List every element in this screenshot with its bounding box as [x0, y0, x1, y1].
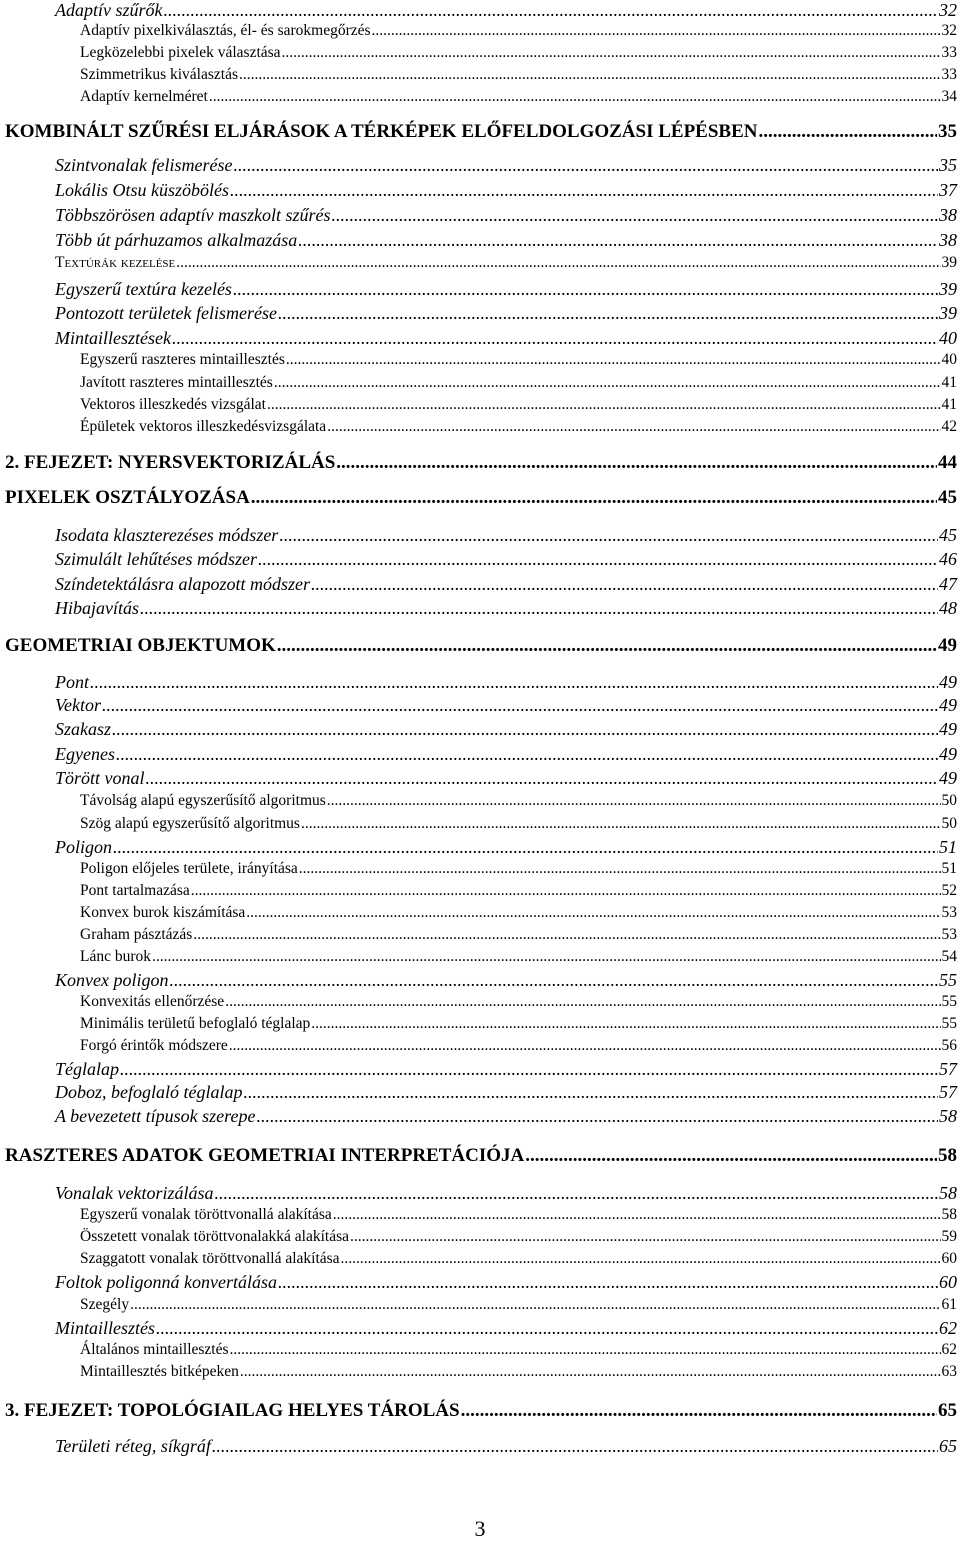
- toc-entry[interactable]: [80, 1341, 957, 1359]
- toc-entry[interactable]: [55, 328, 957, 349]
- toc-entry-title: Területi réteg, síkgráf: [55, 1436, 211, 1456]
- toc-entry-title: Konvex burok kiszámítása: [80, 904, 246, 921]
- toc-entry-title: Egyszerű raszteres mintaillesztés: [80, 351, 285, 368]
- toc-entry-page: 57: [939, 1082, 957, 1102]
- toc-entry-title: Épületek vektoros illeszkedésvizsgálata: [80, 418, 327, 435]
- dot-leader: [350, 1228, 940, 1246]
- toc-entry-page: 38: [939, 230, 957, 250]
- toc-entry[interactable]: [55, 768, 957, 789]
- toc-entry-page: 55: [941, 1015, 957, 1032]
- toc-entry-page: 61: [941, 1296, 957, 1313]
- toc-entry-title: Adaptív szűrők: [55, 0, 163, 20]
- dot-leader: [525, 1145, 937, 1167]
- dot-leader: [233, 279, 938, 300]
- dot-leader: [278, 303, 938, 324]
- toc-entry-page: 44: [938, 452, 957, 473]
- dot-leader: [140, 598, 938, 619]
- dot-leader: [212, 1436, 938, 1457]
- toc-entry-title: Mintaillesztés bitképeken: [80, 1363, 239, 1380]
- dot-leader: [230, 1341, 941, 1359]
- toc-entry-page: 39: [941, 254, 957, 271]
- dot-leader: [113, 837, 938, 858]
- toc-entry-page: 49: [939, 719, 957, 739]
- dot-leader: [209, 88, 941, 106]
- toc-entry-page: 34: [941, 88, 957, 105]
- toc-entry-page: 59: [941, 1228, 957, 1245]
- toc-entry-title: Színdetektálásra alapozott módszer: [55, 574, 310, 594]
- dot-leader: [258, 549, 938, 570]
- toc-entry-title: Szimmetrikus kiválasztás: [80, 66, 238, 83]
- toc-entry-title: Poligon előjeles területe, irányítása: [80, 860, 298, 877]
- toc-entry-title: 3. FEJEZET: TOPOLÓGIAILAG HELYES TÁROLÁS: [5, 1400, 460, 1421]
- toc-entry-title: Mintaillesztés: [55, 1318, 155, 1338]
- toc-entry-page: 45: [939, 525, 957, 545]
- toc-entry-page: 47: [939, 574, 957, 594]
- toc-entry-page: 57: [939, 1059, 957, 1079]
- dot-leader: [239, 66, 941, 84]
- toc-entry[interactable]: [80, 1296, 957, 1314]
- toc-entry-page: 62: [941, 1341, 957, 1358]
- toc-entry[interactable]: [55, 598, 957, 619]
- toc-entry[interactable]: [80, 396, 957, 414]
- toc-entry-title: Több út párhuzamos alkalmazása: [55, 230, 298, 250]
- toc-entry-title: Vektoros illeszkedés vizsgálat: [80, 396, 266, 413]
- toc-entry[interactable]: [55, 1272, 957, 1293]
- dot-leader: [327, 418, 940, 436]
- toc-entry[interactable]: [55, 155, 957, 176]
- toc-entry[interactable]: [55, 574, 957, 595]
- toc-entry-title: Javított raszteres mintaillesztés: [80, 374, 273, 391]
- dot-leader: [225, 993, 940, 1011]
- toc-entry-page: 45: [938, 487, 957, 508]
- toc-entry-page: 39: [939, 303, 957, 323]
- dot-leader: [169, 970, 938, 991]
- toc-entry[interactable]: [80, 904, 957, 922]
- toc-entry-page: 50: [941, 815, 957, 832]
- toc-entry[interactable]: [55, 254, 957, 272]
- toc-entry-title: Vonalak vektorizálása: [55, 1183, 214, 1203]
- dot-leader: [333, 1206, 941, 1224]
- toc-entry-page: 40: [939, 328, 957, 348]
- toc-entry[interactable]: [80, 351, 957, 369]
- toc-entry-title: Minimális területű befoglaló téglalap: [80, 1015, 311, 1032]
- dot-leader: [251, 487, 937, 509]
- dot-leader: [279, 525, 938, 546]
- toc-entry[interactable]: [55, 1082, 957, 1103]
- toc-entry[interactable]: [80, 792, 957, 810]
- dot-leader: [130, 1296, 940, 1314]
- page-number: 3: [474, 1516, 486, 1541]
- dot-leader: [327, 792, 941, 810]
- toc-entry-title: Egyszerű vonalak töröttvonallá alakítása: [80, 1206, 332, 1223]
- dot-leader: [311, 1015, 940, 1033]
- toc-entry[interactable]: [55, 970, 957, 991]
- toc-entry-title: Szintvonalak felismerése: [55, 155, 233, 175]
- toc-entry-title: Általános mintaillesztés: [80, 1341, 229, 1358]
- toc-entry-page: 55: [939, 970, 957, 990]
- toc-entry[interactable]: [80, 815, 957, 833]
- toc-entry-title: Lokális Otsu küszöbölés: [55, 180, 230, 200]
- toc-entry-title: Többszörösen adaptív maszkolt szűrés: [55, 205, 331, 225]
- dot-leader: [90, 672, 938, 693]
- toc-entry-title: Foltok poligonná konvertálása: [55, 1272, 277, 1292]
- toc-entry[interactable]: [80, 1250, 957, 1268]
- dot-leader: [164, 0, 939, 21]
- dot-leader: [112, 719, 938, 740]
- toc-entry[interactable]: [80, 22, 957, 40]
- toc-entry-page: 65: [938, 1400, 957, 1421]
- dot-leader: [116, 744, 938, 765]
- toc-entry-page: 49: [939, 672, 957, 692]
- dot-leader: [372, 22, 941, 40]
- dot-leader: [299, 860, 941, 878]
- toc-entry-title: Egyenes: [55, 744, 115, 764]
- toc-entry-title: GEOMETRIAI OBJEKTUMOK: [5, 635, 276, 656]
- toc-entry-page: 32: [941, 22, 957, 39]
- toc-entry-title: Szimulált lehűtéses módszer: [55, 549, 257, 569]
- toc-entry-title: Szakasz: [55, 719, 112, 739]
- toc-entry[interactable]: [55, 0, 957, 21]
- dot-leader: [233, 155, 938, 176]
- toc-entry-title: Szög alapú egyszerűsítő algoritmus: [80, 815, 300, 832]
- toc-entry-title: Mintaillesztések: [55, 328, 171, 348]
- toc-entry[interactable]: [80, 1037, 957, 1055]
- dot-leader: [301, 815, 941, 833]
- dot-leader: [461, 1400, 937, 1422]
- toc-entry[interactable]: [80, 1363, 957, 1381]
- toc-entry[interactable]: [55, 1059, 957, 1080]
- toc-entry-title: Konvex poligon: [55, 970, 169, 990]
- toc-entry[interactable]: [80, 66, 957, 84]
- toc-entry[interactable]: [80, 1206, 957, 1224]
- toc-entry-title: Adaptív pixelkiválasztás, él- és sarokmegőrzés: [80, 22, 371, 39]
- dot-leader: [282, 44, 941, 62]
- toc-entry-page: 35: [939, 155, 957, 175]
- toc-entry-title: Összetett vonalak töröttvonalakká alakítása: [80, 1228, 350, 1245]
- toc-entry[interactable]: [80, 1015, 957, 1033]
- toc-entry[interactable]: [55, 279, 957, 300]
- toc-entry[interactable]: [55, 205, 957, 226]
- toc-entry-title: Adaptív kernelméret: [80, 88, 208, 105]
- toc-entry-page: 49: [939, 744, 957, 764]
- dot-leader: [278, 1272, 938, 1293]
- toc-entry-title: Pont: [55, 672, 89, 692]
- toc-entry-page: 38: [939, 205, 957, 225]
- toc-entry[interactable]: [55, 230, 957, 251]
- toc-entry[interactable]: [55, 1106, 957, 1127]
- toc-entry-title: 2. FEJEZET: NYERSVEKTORIZÁLÁS: [5, 452, 336, 473]
- toc-entry-page: 58: [941, 1206, 957, 1223]
- toc-entry[interactable]: [55, 303, 957, 324]
- toc-entry-title: Pontozott területek felismerése: [55, 303, 277, 323]
- toc-entry[interactable]: [80, 926, 957, 944]
- toc-entry[interactable]: [80, 88, 957, 106]
- toc-entry-page: 54: [941, 948, 957, 965]
- dot-leader: [759, 121, 938, 143]
- toc-entry[interactable]: [80, 948, 957, 966]
- dot-leader: [176, 254, 940, 272]
- toc-entry-page: 65: [939, 1436, 957, 1456]
- toc-entry-title: Poligon: [55, 837, 112, 857]
- toc-entry[interactable]: [55, 525, 957, 546]
- toc-entry-page: 40: [941, 351, 957, 368]
- toc-entry[interactable]: [5, 1400, 957, 1422]
- toc-entry-title: Téglalap: [55, 1059, 120, 1079]
- toc-entry[interactable]: [80, 882, 957, 900]
- toc-entry-title: Doboz, befoglaló téglalap: [55, 1082, 243, 1102]
- toc-entry[interactable]: [5, 1145, 957, 1167]
- toc-entry[interactable]: [55, 695, 957, 716]
- dot-leader: [341, 1250, 941, 1268]
- dot-leader: [229, 1037, 941, 1055]
- toc-entry-page: 58: [939, 1183, 957, 1203]
- dot-leader: [120, 1059, 938, 1080]
- dot-leader: [244, 1082, 939, 1103]
- toc-entry-page: 49: [938, 635, 957, 656]
- toc-entry-page: 60: [939, 1272, 957, 1292]
- toc-entry[interactable]: [55, 719, 957, 740]
- toc-entry[interactable]: [5, 452, 957, 474]
- toc-entry[interactable]: [80, 1228, 957, 1246]
- dot-leader: [230, 180, 938, 201]
- dot-leader: [156, 1318, 938, 1339]
- toc-entry-page: 52: [941, 882, 957, 899]
- toc-entry[interactable]: [5, 487, 957, 509]
- toc-entry-page: 62: [939, 1318, 957, 1338]
- toc-entry-title: Textúrák kezelése: [55, 254, 176, 271]
- dot-leader: [256, 1106, 938, 1127]
- toc-entry-title: Graham pásztázás: [80, 926, 193, 943]
- dot-leader: [336, 452, 937, 474]
- dot-leader: [152, 948, 940, 966]
- dot-leader: [246, 904, 940, 922]
- toc-entry-page: 63: [941, 1363, 957, 1380]
- dot-leader: [274, 374, 941, 392]
- toc-entry[interactable]: [5, 121, 957, 143]
- toc-entry-page: 53: [941, 926, 957, 943]
- toc-entry-title: KOMBINÁLT SZŰRÉSI ELJÁRÁSOK A TÉRKÉPEK ELŐFELDOLGOZÁSI LÉPÉSBEN: [5, 121, 758, 142]
- dot-leader: [240, 1363, 941, 1381]
- dot-leader: [311, 574, 938, 595]
- toc-entry[interactable]: [80, 44, 957, 62]
- toc-entry-page: 58: [939, 1106, 957, 1126]
- toc-entry[interactable]: [55, 1436, 957, 1457]
- dot-leader: [277, 635, 937, 657]
- toc-entry-page: 46: [939, 549, 957, 569]
- toc-entry-page: 51: [939, 837, 957, 857]
- toc-entry-page: 50: [941, 792, 957, 809]
- toc-entry-page: 32: [939, 0, 957, 20]
- toc-entry[interactable]: [55, 1183, 957, 1204]
- toc-entry[interactable]: [55, 1318, 957, 1339]
- toc-entry-page: 33: [941, 44, 957, 61]
- toc-entry-page: 42: [941, 418, 957, 435]
- toc-entry-title: Konvexitás ellenőrzése: [80, 993, 225, 1010]
- toc-entry-page: 60: [941, 1250, 957, 1267]
- dot-leader: [191, 882, 941, 900]
- toc-entry-title: Vektor: [55, 695, 101, 715]
- toc-entry-title: Szegély: [80, 1296, 130, 1313]
- toc-entry-title: Forgó érintők módszere: [80, 1037, 228, 1054]
- toc-entry-title: A bevezetett típusok szerepe: [55, 1106, 256, 1126]
- toc-entry-page: 53: [941, 904, 957, 921]
- toc-entry-page: 55: [941, 993, 957, 1010]
- toc-entry[interactable]: [80, 374, 957, 392]
- dot-leader: [102, 695, 938, 716]
- dot-leader: [267, 396, 941, 414]
- toc-entry-title: Szaggatott vonalak töröttvonallá alakítása: [80, 1250, 340, 1267]
- dot-leader: [332, 205, 938, 226]
- toc-entry-page: 37: [939, 180, 957, 200]
- toc-entry-title: PIXELEK OSZTÁLYOZÁSA: [5, 487, 250, 508]
- toc-entry-title: Pont tartalmazása: [80, 882, 190, 899]
- toc-entry[interactable]: [55, 837, 957, 858]
- toc-entry-title: Törött vonal: [55, 768, 145, 788]
- toc-entry-title: Lánc burok: [80, 948, 152, 965]
- toc-entry-page: 51: [941, 860, 957, 877]
- dot-leader: [214, 1183, 938, 1204]
- toc-entry-page: 41: [941, 374, 957, 391]
- toc-entry[interactable]: [55, 549, 957, 570]
- toc-entry-page: 56: [941, 1037, 957, 1054]
- toc-entry-page: 58: [938, 1145, 957, 1166]
- toc-entry[interactable]: [5, 635, 957, 657]
- toc-entry-page: 48: [939, 598, 957, 618]
- dot-leader: [193, 926, 940, 944]
- toc-entry[interactable]: [80, 860, 957, 878]
- toc-entry-title: Egyszerű textúra kezelés: [55, 279, 232, 299]
- dot-leader: [172, 328, 938, 349]
- toc-entry-page: 35: [938, 121, 957, 142]
- toc-entry[interactable]: [55, 744, 957, 765]
- toc-entry-page: 41: [941, 396, 957, 413]
- toc-entry-page: 33: [941, 66, 957, 83]
- toc-entry[interactable]: [55, 672, 957, 693]
- toc-entry[interactable]: [80, 993, 957, 1011]
- dot-leader: [286, 351, 941, 369]
- dot-leader: [146, 768, 938, 789]
- toc-entry-title: Távolság alapú egyszerűsítő algoritmus: [80, 792, 326, 809]
- dot-leader: [298, 230, 938, 251]
- toc-entry-page: 49: [939, 695, 957, 715]
- toc-entry-title: Isodata klaszterezéses módszer: [55, 525, 279, 545]
- toc-entry-title: RASZTERES ADATOK GEOMETRIAI INTERPRETÁCIÓJA: [5, 1145, 525, 1166]
- toc-entry[interactable]: [55, 180, 957, 201]
- toc-entry-page: 39: [939, 279, 957, 299]
- toc-entry-title: Legközelebbi pixelek választása: [80, 44, 281, 61]
- toc-entry[interactable]: [80, 418, 957, 436]
- toc-entry-page: 49: [939, 768, 957, 788]
- toc-entry-title: Hibajavítás: [55, 598, 139, 618]
